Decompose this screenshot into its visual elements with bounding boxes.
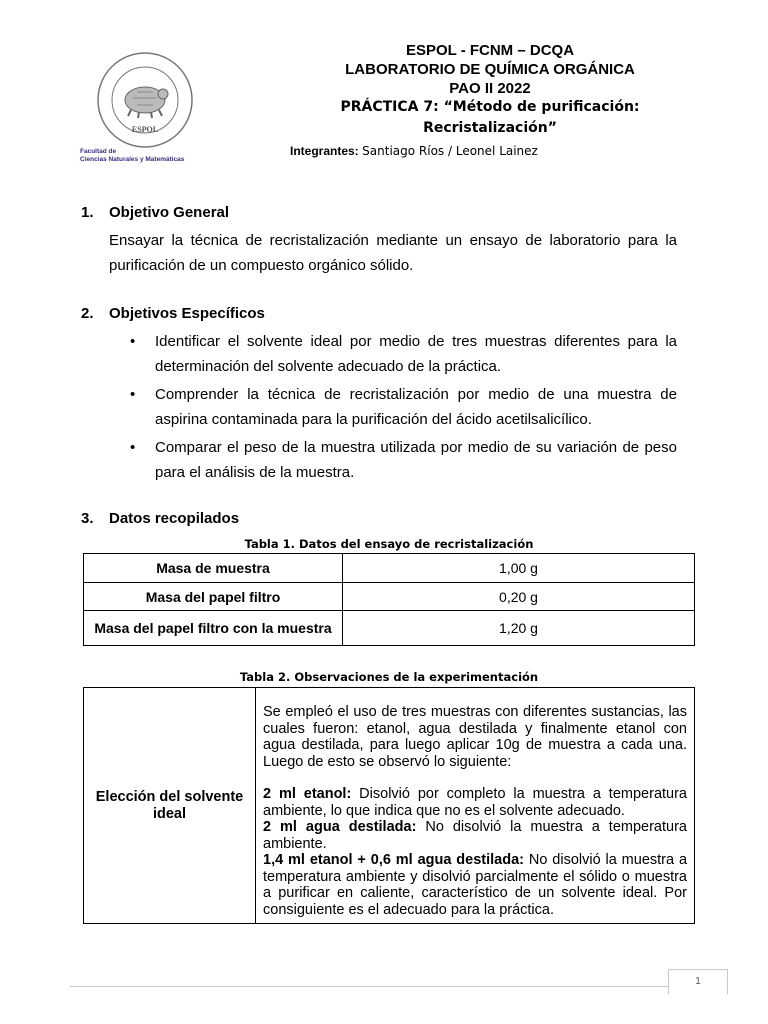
list-item: • Comprender la técnica de recristalización por medio de una muestra de aspirina contaminada para la purificación del ácido acetilsalicílico. bbox=[130, 386, 677, 428]
espol-logo bbox=[95, 50, 195, 150]
header-line-1: ESPOL - FCNM – DCQA bbox=[405, 42, 575, 59]
table-1 bbox=[83, 553, 695, 646]
section-1-text: Ensayar la técnica de recristalización mediante un ensayo de laboratorio para la purificación de un compuesto orgánico sólido. bbox=[109, 232, 677, 274]
section-2-heading: 2. Objetivos Específicos bbox=[81, 305, 265, 322]
table-row: Masa de muestra 1,00 g bbox=[84, 554, 695, 583]
objectives-list bbox=[130, 329, 677, 488]
table-row: Masa del papel filtro con la muestra 1,20 g bbox=[84, 611, 695, 646]
table-1-caption: Tabla 1. Datos del ensayo de recristalización bbox=[244, 537, 534, 551]
section-3-heading: 3. Datos recopilados bbox=[81, 510, 240, 527]
observation-intro: Se empleó el uso de tres muestras con diferentes sustancias, las cuales fueron: etanol, agua destilada y finalmente etanol con agua destilada, para luego aplicar 10g de muestra a cada una. Luego de esto se observó lo siguiente: bbox=[263, 704, 687, 770]
practice-subtitle: Recristalización” bbox=[423, 120, 557, 136]
table-row: Elección del solvente ideal Se empleó el uso de tres muestras con diferentes sustancias, las cuales fueron: etanol, agua destilada y finalmente etanol con agua destilada, para luego aplicar 10g de muestra a cada una. Luego de esto se observó lo siguiente: 2 ml etanol: Disolvió por completo la muestra a temperatura ambiente, lo que indica que no es el solvente adecuado. 2 ml agua destilada: No disolvió la muestra a temperatura ambiente. 1,4 ml etanol + 0,6 ml agua destilada: No disolvió la muestra a temperatura ambiente y disolvió parcialmente el sólido o muestra a purificar en caliente, característico de un solvente ideal. Por consiguiente es el adecuado para la práctica. bbox=[84, 688, 695, 924]
page-number: 1 bbox=[668, 969, 728, 994]
table-2 bbox=[83, 687, 695, 924]
practice-title: PRÁCTICA 7: “Método de purificación: bbox=[340, 99, 640, 115]
table-2-caption: Tabla 2. Observaciones de la experimentación bbox=[239, 670, 539, 684]
observation-1: 2 ml etanol: Disolvió por completo la muestra a temperatura ambiente, lo que indica que no es el solvente adecuado. bbox=[263, 786, 687, 819]
observation-2: 2 ml agua destilada: No disolvió la muestra a temperatura ambiente. bbox=[263, 819, 687, 852]
svg-text:ESPOL: ESPOL bbox=[131, 125, 159, 134]
header-line-3: PAO II 2022 bbox=[449, 80, 531, 97]
faculty-name: Facultad de Ciencias Naturales y Matemáticas bbox=[80, 148, 185, 163]
members: Integrantes: Santiago Ríos / Leonel Lainez bbox=[290, 144, 538, 158]
observation-3: 1,4 ml etanol + 0,6 ml agua destilada: No disolvió la muestra a temperatura ambiente y disolvió parcialmente el sólido o muestra a purificar en caliente, característico de un solvente ideal. Por consiguiente es el adecuado para la práctica. bbox=[263, 852, 688, 918]
table-row: Masa del papel filtro 0,20 g bbox=[84, 583, 695, 611]
footer-divider bbox=[70, 986, 668, 987]
list-item: • Comparar el peso de la muestra utilizada por medio de su variación de peso para el análisis de la muestra. bbox=[130, 439, 677, 481]
list-item: • Identificar el solvente ideal por medio de tres muestras diferentes para la determinación del solvente adecuado de la práctica. bbox=[130, 333, 677, 375]
header-line-2: LABORATORIO DE QUÍMICA ORGÁNICA bbox=[345, 61, 635, 78]
section-1-heading: 1. Objetivo General bbox=[81, 204, 230, 221]
